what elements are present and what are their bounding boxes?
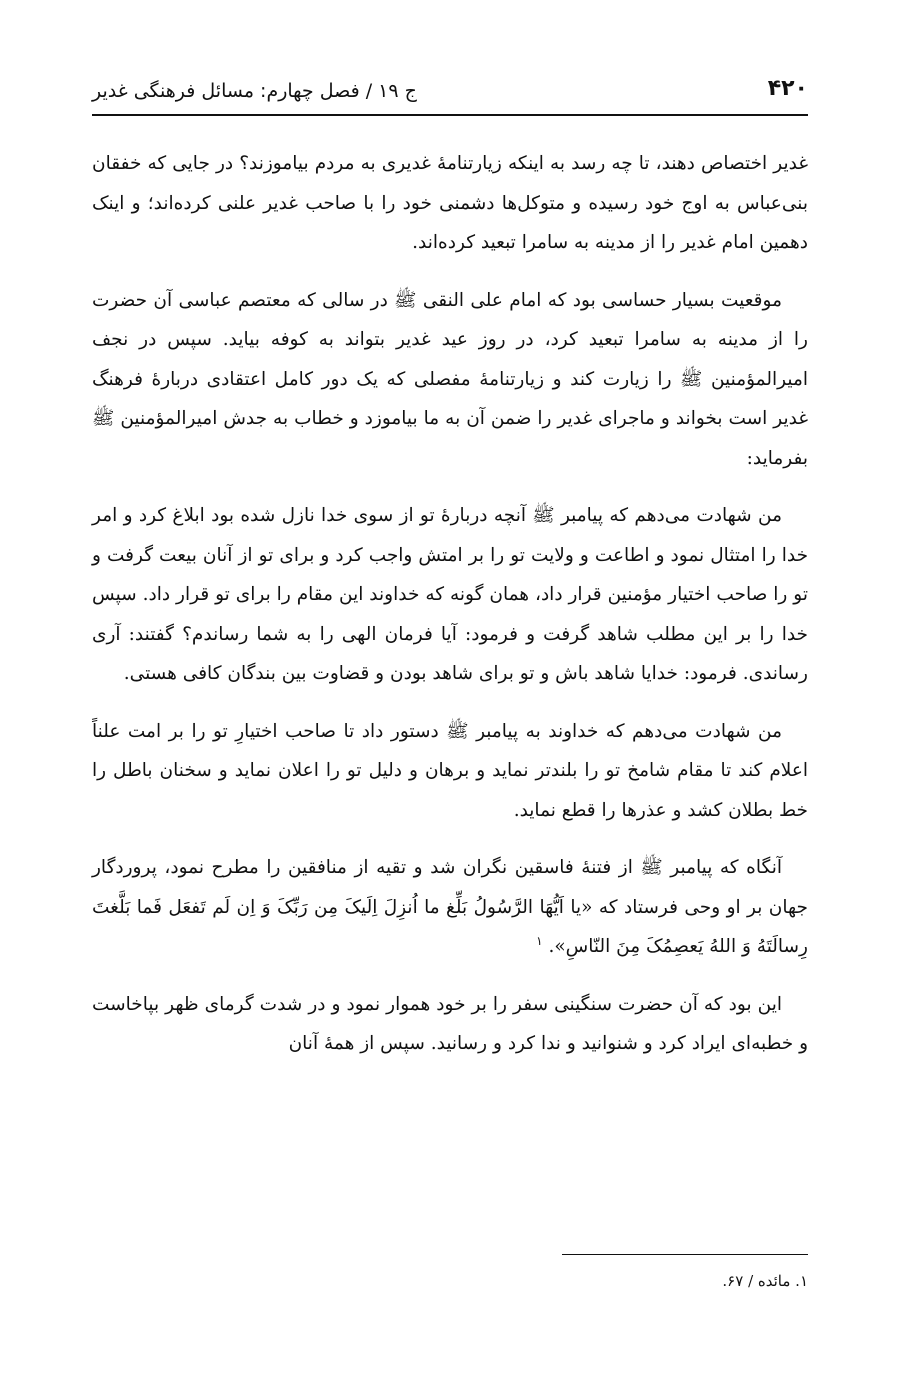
quote-paragraph: من شهادت می‌دهم که پیامبر ﷺ آنچه دربارۀ تو از سوی خدا نازل شده بود ابلاغ کرد و امر خدا را امتثال نمود و اطاعت و ولایت تو را بر امتش واجب کرد و برای تو از آنان بیعت گرفت و تو را صاحب اختیار مؤمنین قرار داد، همان گونه که خداوند این مقام را برای تو قرار داد. سپس خدا را بر این مطلب شاهد گرفت و فرمود: آیا فرمان الهی را به شما رساندم؟ گفتند: آری رساندی. فرمود: خدایا شاهد باش و تو برای شاهد بودن و قضاوت بین بندگان کافی هستی.: [92, 505, 808, 684]
quote-paragraph-with-footnote: [92, 848, 808, 967]
paragraph: این بود که آن حضرت سنگینی سفر را بر خود هموار نمود و در شدت گرمای ظهر بپاخاست و خطبه‌ای ایراد کرد و شنوانید و ندا کرد و رسانید. سپس از همۀ آنان: [92, 993, 808, 1054]
footnote-reference: ۱: [536, 933, 543, 948]
footnote: ۱. مائده / ۶۷.: [722, 1272, 808, 1290]
page-header: [92, 70, 808, 116]
running-title: ج ۱۹ / فصل چهارم: مسائل فرهنگی غدیر: [92, 80, 417, 102]
paragraph: موقعیت بسیار حساسی بود که امام علی النقی ﷺ در سالی که معتصم عباسی آن حضرت را از مدینه به سامرا تبعید کرد، در روز عید غدیر بتواند به کوفه بیاید. سپس در نجف امیرالمؤمنین ﷺ را زیارت کند و زیارتنامۀ مفصلی که یک دور کامل اعتقادی دربارۀ فرهنگ غدیر است بخواند و ماجرای غدیر را ضمن آن به ما بیاموزد و خطاب به جدش امیرالمؤمنین ﷺ بفرماید:: [92, 289, 808, 469]
footnote-divider: [562, 1254, 808, 1255]
paragraph: غدیر اختصاص دهند، تا چه رسد به اینکه زیارتنامۀ غدیری به مردم بیاموزند؟ در جایی که خفقان بنی‌عباس به اوج خود رسیده و متوکل‌ها دشمنی خود را با صاحب غدیر علنی کرده‌اند؛ و اینک دهمین امام غدیر را از مدینه به سامرا تبعید کرده‌اند.: [92, 153, 808, 253]
body-text: [92, 144, 808, 1082]
quran-paragraph-text: آنگاه که پیامبر ﷺ از فتنۀ فاسقین نگران شد و تقیه از منافقین را مطرح نمود، پروردگار جهان بر او وحی فرستاد که «یا اَیُّهَا الرَّسُولُ بَلِّغ ما اُنزِلَ اِلَیکَ مِن رَبِّکَ وَ اِن لَم تَفعَل فَما بَلَّغتَ رِسالَتَهُ وَ اللهُ یَعصِمُکَ مِنَ النّاسِ».: [92, 857, 808, 957]
quote-paragraph: من شهادت می‌دهم که خداوند به پیامبر ﷺ دستور داد تا صاحب اختیارِ تو را بر امت علناً اعلام کند تا مقام شامخ تو را بلندتر نماید و برهان و دلیل تو را اعلان نماید و سخنان باطل را خط بطلان کشد و عذرها را قطع نماید.: [92, 720, 808, 821]
page-number: ۴۲۰: [767, 76, 808, 101]
